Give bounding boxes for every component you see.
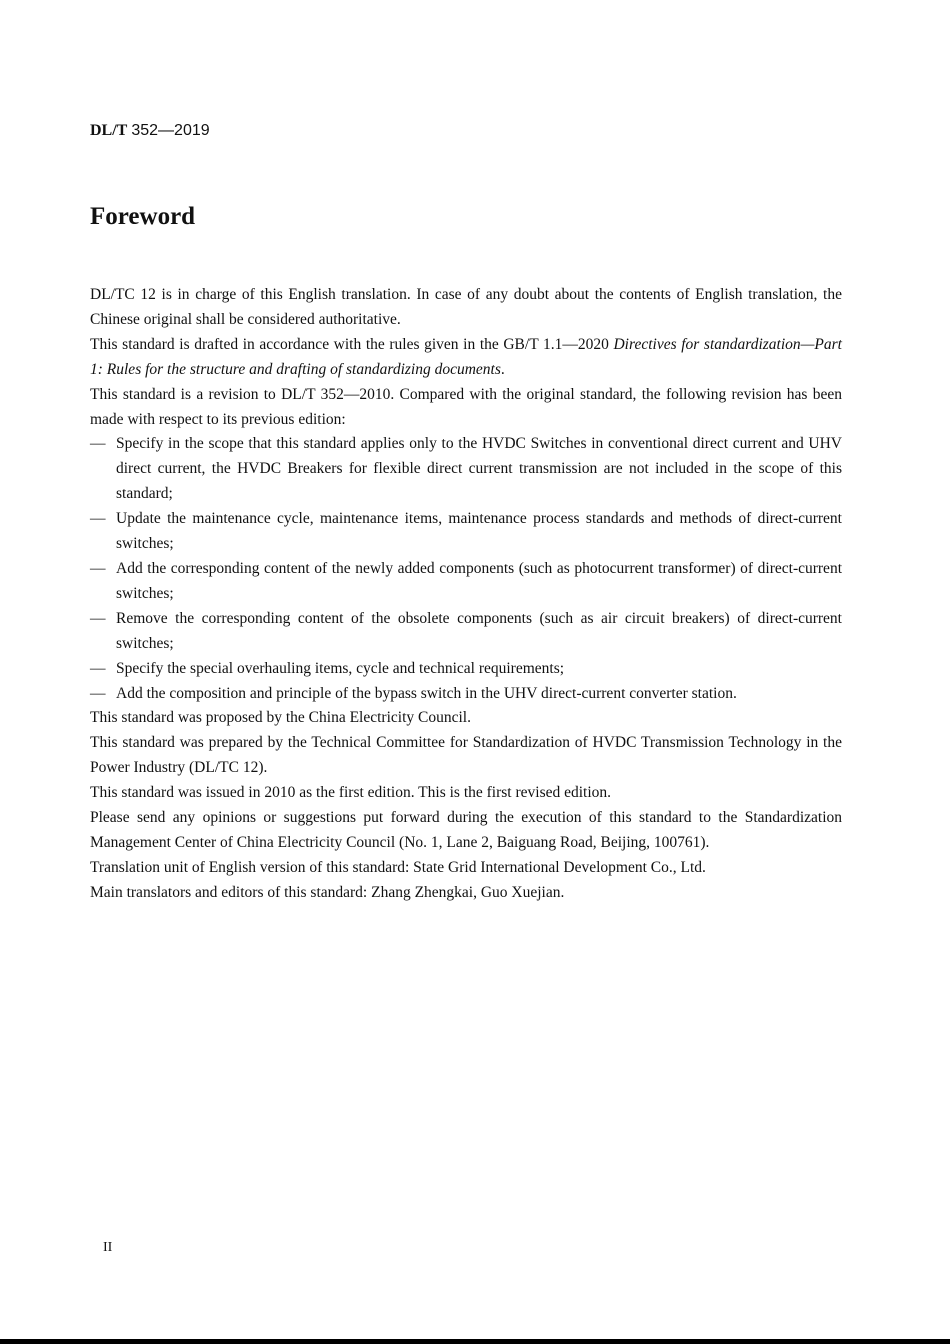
page-number: II xyxy=(103,1240,113,1255)
revision-item xyxy=(90,557,842,607)
standard-number: 352—2019 xyxy=(131,122,210,139)
revision-item-text: Update the maintenance cycle, maintenance items, maintenance process standards and methods of direct-current switches; xyxy=(116,510,842,553)
paragraph-prepared-by: This standard was prepared by the Technical Committee for Standardization of HVDC Transmission Technology in the Power Industry (DL/TC 12). xyxy=(90,734,842,777)
dash-bullet: — xyxy=(90,559,106,577)
revision-item-text: Remove the corresponding content of the obsolete components (such as air circuit breakers) of direct-current switches; xyxy=(116,609,842,652)
paragraph-revision-intro: This standard is a revision to DL/T 352—2010. Compared with the original standard, the following revision has been made with respect to its previous edition: xyxy=(90,385,842,428)
dash-bullet: — xyxy=(90,435,106,453)
standard-prefix: DL/T xyxy=(90,122,128,139)
bottom-edge-bar xyxy=(0,1339,950,1344)
paragraph-proposed-by: This standard was proposed by the China Electricity Council. xyxy=(90,709,471,727)
paragraph-translation-unit: Translation unit of English version of this standard: State Grid International Development Co., Ltd. xyxy=(90,858,706,876)
paragraph-translators: Main translators and editors of this standard: Zhang Zhengkai, Guo Xuejian. xyxy=(90,883,565,901)
revision-item-text: Add the corresponding content of the newly added components (such as photocurrent transformer) of direct-current switches; xyxy=(116,559,842,602)
dash-bullet: — xyxy=(90,659,106,677)
revision-item xyxy=(90,507,842,557)
dash-bullet: — xyxy=(90,510,106,528)
revision-item xyxy=(90,657,842,682)
revision-item-text: Add the composition and principle of the bypass switch in the UHV direct-current converter station. xyxy=(116,684,737,702)
revision-item-text: Specify the special overhauling items, cycle and technical requirements; xyxy=(116,659,565,677)
revision-list xyxy=(90,432,842,706)
revision-item-text: Specify in the scope that this standard applies only to the HVDC Switches in conventional direct current and UHV direct current, the HVDC Breakers for flexible direct current transmission are not included in the scope of this standard; xyxy=(116,435,842,503)
page-title: Foreword xyxy=(90,203,196,230)
foreword-body xyxy=(90,283,842,906)
paragraph-drafting-rules xyxy=(90,333,842,383)
revision-item xyxy=(90,432,842,507)
dash-bullet: — xyxy=(90,609,106,627)
drafting-rules-title: Directives for standardization—Part 1: Rules for the structure and drafting of standardizing documents xyxy=(90,335,842,378)
drafting-rules-end: . xyxy=(500,360,505,378)
document-code-header xyxy=(90,122,210,140)
paragraph-feedback-contact: Please send any opinions or suggestions put forward during the execution of this standard to the Standardization Management Center of China Electricity Council (No. 1, Lane 2, Baiguang Road, Beijing, 100761). xyxy=(90,809,842,851)
revision-item xyxy=(90,682,842,707)
revision-item xyxy=(90,607,842,657)
paragraph-translation-note: DL/TC 12 is in charge of this English translation. In case of any doubt about the contents of English translation, the Chinese original shall be considered authoritative. xyxy=(90,286,842,328)
dash-bullet: — xyxy=(90,684,106,702)
paragraph-edition-history: This standard was issued in 2010 as the first edition. This is the first revised edition. xyxy=(90,784,612,802)
drafting-rules-text: This standard is drafted in accordance with the rules given in the GB/T 1.1—2020 xyxy=(90,335,614,353)
